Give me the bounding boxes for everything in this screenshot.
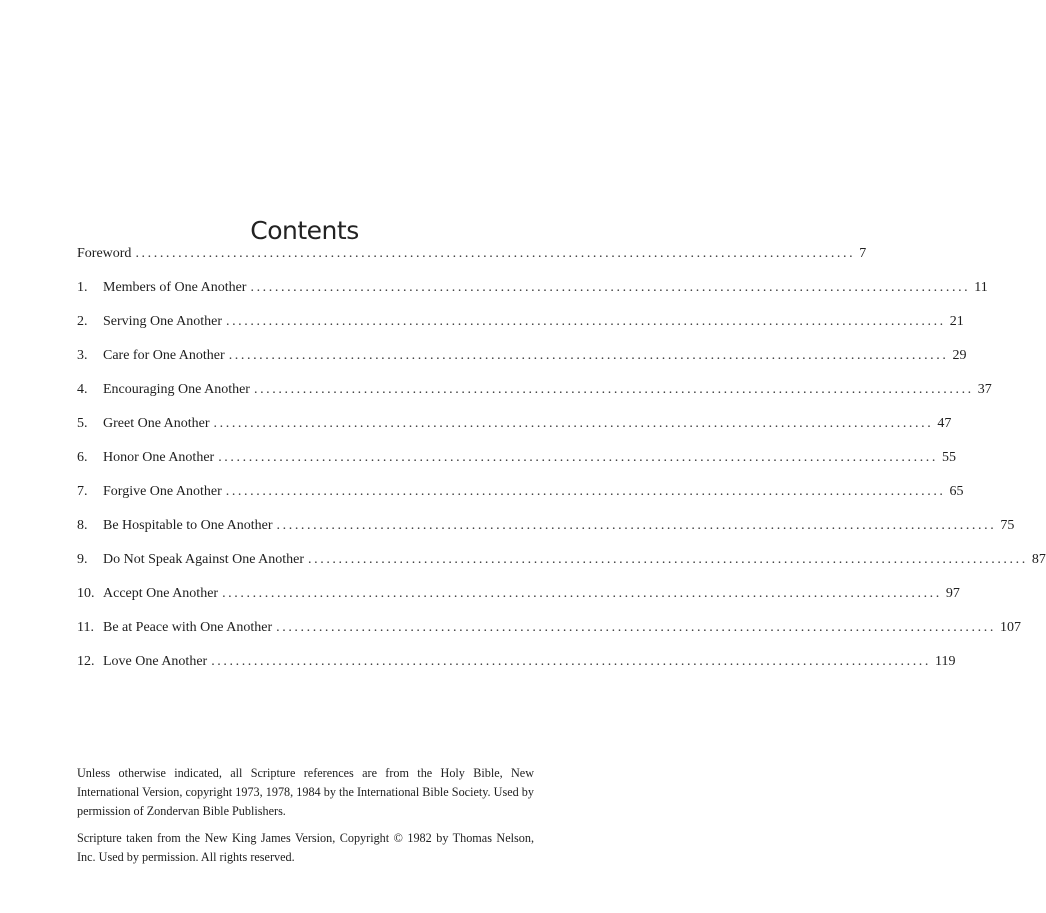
toc-entry-number: 10. (77, 586, 95, 601)
toc-entry-page: 11 (974, 280, 988, 295)
toc-entry-foreword[interactable] (77, 245, 867, 279)
dot-leader: ...................................................................................................................... (213, 416, 934, 431)
dot-leader: ...................................................................................................................... (225, 314, 946, 329)
toc-entry-title: Forgive One Another (103, 484, 222, 499)
toc-entry-chapter-1[interactable] (77, 279, 988, 313)
toc-entry-number: 9. (77, 552, 88, 567)
toc-entry-title: Do Not Speak Against One Another (103, 552, 305, 567)
toc-entry-number: 7. (77, 484, 88, 499)
toc-entry-page: 21 (949, 314, 964, 329)
toc-entry-title: Accept One Another (103, 586, 219, 601)
toc-entry-chapter-5[interactable] (77, 415, 952, 449)
toc-entry-title: Encouraging One Another (103, 382, 250, 397)
dot-leader: ...................................................................................................................... (218, 450, 939, 465)
toc-entry-number: 5. (77, 416, 88, 431)
toc-entry-page: 37 (977, 382, 992, 397)
toc-entry-number: 4. (77, 382, 88, 397)
toc-entry-page: 119 (935, 654, 956, 669)
dot-leader: ...................................................................................................................... (225, 484, 946, 499)
toc-entry-title: Honor One Another (103, 450, 215, 465)
toc-entry-chapter-6[interactable] (77, 449, 957, 483)
dot-leader: ...................................................................................................................... (308, 552, 1028, 567)
toc-entry-page: 29 (952, 348, 967, 363)
dot-leader: ...................................................................................................................... (222, 586, 942, 601)
toc-entry-title: Serving One Another (103, 314, 222, 329)
toc-entry-page: 65 (949, 484, 964, 499)
toc-entry-number: 1. (77, 280, 88, 295)
toc-entry-chapter-3[interactable] (77, 347, 967, 381)
toc-entry-page: 97 (945, 586, 960, 601)
copyright-notes (77, 764, 534, 875)
scripture-notice-nkjv: Scripture taken from the New King James Version, Copyright © 1982 by Thomas Nelson, Inc. Used by permission. All rights reserved. (77, 831, 534, 864)
toc-entry-chapter-8[interactable] (77, 517, 1015, 551)
dot-leader: ...................................................................................................................... (276, 620, 996, 635)
dot-leader: ...................................................................................................................... (135, 246, 856, 261)
toc-entry-number: 8. (77, 518, 88, 533)
toc-entry-page: 47 (937, 416, 952, 431)
toc-entry-chapter-2[interactable] (77, 313, 964, 347)
toc-entry-number: 12. (77, 654, 95, 669)
toc-entry-title: Be at Peace with One Another (103, 620, 273, 635)
toc-entry-page: 87 (1031, 552, 1046, 567)
dot-leader: ...................................................................................................................... (253, 382, 974, 397)
page-title: Contents (250, 215, 359, 245)
toc-entry-page: 75 (1000, 518, 1015, 533)
toc-entry-title: Members of One Another (103, 280, 247, 295)
toc-entry-number: 2. (77, 314, 88, 329)
scripture-notice-niv: Unless otherwise indicated, all Scripture references are from the Holy Bible, New International Version, copyright 1973, 1978, 1984 by the International Bible Society. Used by permission of Zondervan Bible Publishers. (77, 766, 534, 818)
table-of-contents (77, 245, 1046, 687)
toc-entry-chapter-12[interactable] (77, 653, 956, 687)
toc-entry-page: 55 (942, 450, 957, 465)
toc-entry-page: 107 (999, 620, 1021, 635)
toc-entry-number: 11. (77, 620, 94, 635)
toc-entry-chapter-11[interactable] (77, 619, 1021, 653)
toc-entry-number: 3. (77, 348, 88, 363)
toc-entry-chapter-4[interactable] (77, 381, 992, 415)
toc-entry-number: 6. (77, 450, 88, 465)
dot-leader: ...................................................................................................................... (228, 348, 949, 363)
toc-entry-title: Care for One Another (103, 348, 225, 363)
toc-entry-chapter-9[interactable] (77, 551, 1046, 585)
toc-entry-title: Greet One Another (103, 416, 210, 431)
dot-leader: ...................................................................................................................... (276, 518, 997, 533)
dot-leader: ...................................................................................................................... (250, 280, 971, 295)
toc-entry-chapter-10[interactable] (77, 585, 960, 619)
toc-entry-chapter-7[interactable] (77, 483, 964, 517)
toc-entry-title: Be Hospitable to One Another (103, 518, 273, 533)
toc-entry-page: 7 (859, 246, 867, 261)
toc-entry-title: Foreword (77, 246, 132, 261)
toc-entry-title: Love One Another (103, 654, 208, 669)
dot-leader: ...................................................................................................................... (211, 654, 932, 669)
